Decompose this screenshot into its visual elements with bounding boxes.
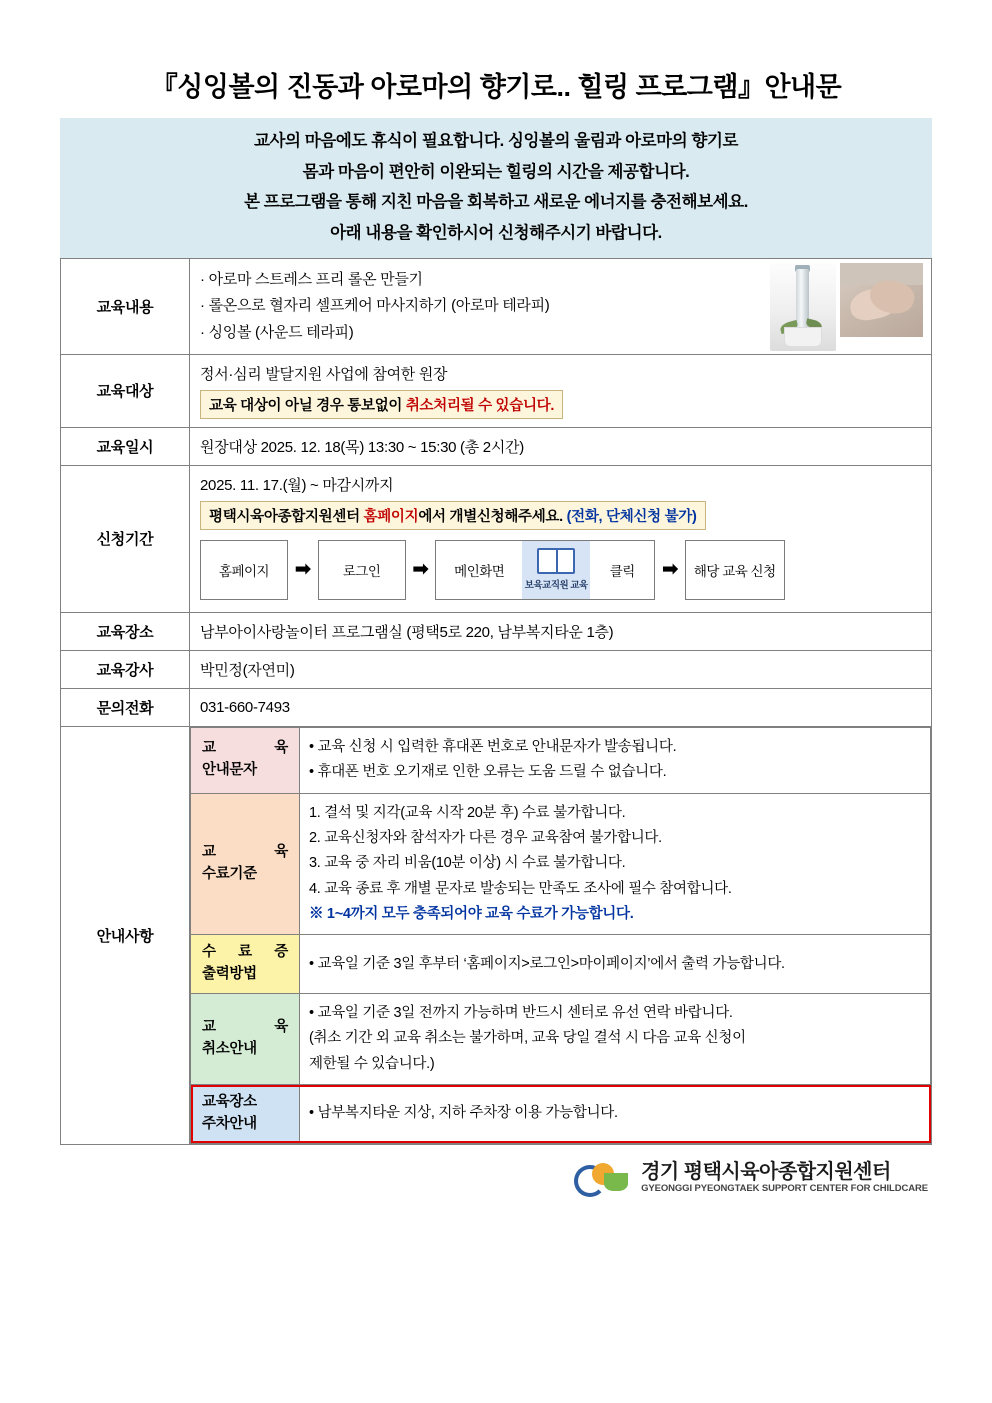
notice-label-cancel-line1: 교 육 <box>202 1019 288 1036</box>
apply-note-mid: 에서 개별신청해주세요. <box>418 508 567 525</box>
notice-label-cancel-line2: 취소안내 <box>202 1041 257 1057</box>
notice-table <box>190 727 931 1144</box>
notice-sms-line-1: • 교육 신청 시 입력한 휴대폰 번호로 안내문자가 발송됩니다. <box>309 738 677 755</box>
notice-label-sms-line2: 안내문자 <box>202 762 257 779</box>
row-label-edu-place: 교육장소 <box>61 612 190 650</box>
notice-cancel-line-1: • 교육일 기준 3일 전까지 가능하며 반드시 센터로 유선 연락 바랍니다. <box>309 1004 733 1021</box>
intro-line-2: 몸과 마음이 편안히 이완되는 힐링의 시간을 제공합니다. <box>302 162 690 181</box>
row-label-notice: 안내사항 <box>61 726 190 1144</box>
edu-content-images <box>770 263 923 351</box>
footer-logo <box>60 1161 932 1195</box>
edu-content-item-2: · 롤온으로 혈자리 셀프케어 마사지하기 (아로마 테라피) <box>200 297 550 315</box>
intro-line-3: 본 프로그램을 통해 지친 마음을 회복하고 새로운 에너지를 충전해보세요. <box>244 193 748 212</box>
row-value-edu-content <box>190 259 932 355</box>
center-logo-icon <box>574 1161 632 1195</box>
edu-target-text: 정서·심리 발달지원 사업에 참여한 원장 <box>200 365 448 383</box>
notice-criteria-highlight: ※ 1~4까지 모두 충족되어야 교육 수료가 가능합니다. <box>309 906 634 923</box>
application-flow-diagram <box>200 540 921 600</box>
table-row-edu-teacher <box>61 650 932 688</box>
notice-body-parking <box>300 1085 931 1144</box>
apply-note-pre: 평택시육아종합지원센터 <box>209 508 364 525</box>
intro-line-4: 아래 내용을 확인하시어 신청해주시기 바랍니다. <box>330 223 662 242</box>
table-row-notice <box>61 726 932 1144</box>
notice-cancel-line-2: (취소 기간 외 교육 취소는 불가하며, 교육 당일 결석 시 다음 교육 신청이 <box>309 1030 746 1047</box>
row-label-edu-target: 교육대상 <box>61 354 190 427</box>
row-value-contact: 031-660-7493 <box>190 688 932 726</box>
notice-parking-line-1: • 남부복지타운 지상, 지하 주차장 이용 가능합니다. <box>309 1105 618 1122</box>
flow-step-click-label: 클릭 <box>609 563 635 579</box>
row-label-contact: 문의전화 <box>61 688 190 726</box>
apply-note-homepage: 홈페이지 <box>363 508 419 525</box>
flow-step-main-screen-label: 메인화면 <box>454 563 505 579</box>
row-label-apply-period: 신청기간 <box>61 465 190 612</box>
notice-row-certificate <box>191 935 931 994</box>
notice-body-sms <box>300 727 931 793</box>
notice-label-parking-line1: 교육장소 <box>202 1094 257 1111</box>
notice-criteria-line-2: 2. 교육신청자와 참석자가 다른 경우 교육참여 불가합니다. <box>309 829 662 846</box>
table-row-edu-place <box>61 612 932 650</box>
notice-label-cancel <box>191 993 300 1084</box>
edu-target-note-pre: 교육 대상이 아닐 경우 통보없이 <box>209 397 406 414</box>
table-row-edu-datetime <box>61 427 932 465</box>
book-icon <box>537 548 575 574</box>
row-value-apply-period <box>190 465 932 612</box>
apply-note-blue: (전화, 단체신청 불가) <box>566 508 697 525</box>
notice-label-parking <box>191 1085 300 1144</box>
page-title: 『싱잉볼의 진동과 아로마의 향기로.. 힐링 프로그램』안내문 <box>150 72 842 102</box>
footer-logo-sub: GYEONGGI PYEONGTAEK SUPPORT CENTER FOR CHILDCARE <box>641 1183 928 1195</box>
arrow-right-icon-2: ➡ <box>412 559 429 581</box>
notice-label-certificate-line1: 수 료 증 <box>202 944 288 961</box>
hand-massage-photo <box>840 263 923 337</box>
notice-row-criteria <box>191 793 931 935</box>
flow-step-main-screen <box>435 540 655 600</box>
notice-label-criteria <box>191 793 300 935</box>
edu-target-note <box>200 390 563 419</box>
notice-body-criteria <box>300 793 931 935</box>
edu-content-item-1: · 아로마 스트레스 프리 롤온 만들기 <box>200 271 423 289</box>
notice-label-sms <box>191 727 300 793</box>
notice-body-cancel <box>300 993 931 1084</box>
row-label-edu-content: 교육내용 <box>61 259 190 355</box>
education-banner <box>522 541 590 599</box>
row-value-edu-place: 남부아이사랑놀이터 프로그램실 (평택5로 220, 남부복지타운 1층) <box>190 612 932 650</box>
table-row-edu-target <box>61 354 932 427</box>
notice-row-sms <box>191 727 931 793</box>
footer-logo-name: 경기 평택시육아종합지원센터 <box>641 1161 891 1184</box>
row-value-edu-target <box>190 354 932 427</box>
notice-label-criteria-line2: 수료기준 <box>202 866 257 882</box>
row-label-edu-datetime: 교육일시 <box>61 427 190 465</box>
notice-certificate-line-1: • 교육일 기준 3일 후부터 ‘홈페이지>로그인>마이페이지’에서 출력 가능합니다. <box>309 955 785 972</box>
row-value-edu-teacher: 박민정(자연미) <box>190 650 932 688</box>
edu-content-item-3: · 싱잉볼 (사운드 테라피) <box>200 323 354 341</box>
footer-logo-text <box>641 1161 928 1194</box>
apply-period-note <box>200 501 706 530</box>
arrow-right-icon-1: ➡ <box>295 559 311 581</box>
row-value-edu-datetime: 원장대상 2025. 12. 18(목) 13:30 ~ 15:30 (총 2시간) <box>190 427 932 465</box>
table-row-contact <box>61 688 932 726</box>
table-row-edu-content <box>61 259 932 355</box>
notice-label-sms-line1: 교 육 <box>202 740 288 757</box>
notice-cancel-line-3: 제한될 수 있습니다.) <box>309 1055 435 1072</box>
edu-target-note-red: 취소처리될 수 있습니다. <box>405 397 555 414</box>
notice-label-certificate-line2: 출력방법 <box>202 966 257 983</box>
notice-sms-line-2: • 휴대폰 번호 오기재로 인한 오류는 도움 드릴 수 없습니다. <box>309 764 667 781</box>
notice-label-criteria-line1: 교 육 <box>202 844 288 861</box>
flow-step-homepage: 홈페이지 <box>200 540 288 600</box>
flow-step-apply: 해당 교육 신청 <box>685 540 785 600</box>
table-row-apply-period <box>61 465 932 612</box>
apply-period-text: 2025. 11. 17.(월) ~ 마감시까지 <box>200 476 394 494</box>
notice-body-certificate <box>300 935 931 994</box>
notice-criteria-line-3: 3. 교육 중 자리 비움(10분 이상) 시 수료 불가합니다. <box>309 855 626 872</box>
notice-label-certificate <box>191 935 300 994</box>
notice-row-parking <box>191 1085 931 1144</box>
intro-box <box>60 118 932 258</box>
info-table <box>60 258 932 1145</box>
notice-row-cancel <box>191 993 931 1084</box>
education-banner-label: 보육교직원 교육 <box>524 580 588 592</box>
notice-label-parking-line2: 주차안내 <box>202 1115 257 1132</box>
intro-line-1: 교사의 마음에도 휴식이 필요합니다. 싱잉볼의 울림과 아로마의 향기로 <box>253 132 739 150</box>
row-label-edu-teacher: 교육강사 <box>61 650 190 688</box>
arrow-right-icon-3: ➡ <box>662 559 678 581</box>
aroma-rollon-photo <box>770 263 836 351</box>
flow-step-login: 로그인 <box>318 540 406 600</box>
notice-criteria-line-4: 4. 교육 종료 후 개별 문자로 발송되는 만족도 조사에 필수 참여합니다. <box>309 880 732 897</box>
notice-criteria-line-1: 1. 결석 및 지각(교육 시작 20분 후) 수료 불가합니다. <box>309 804 626 821</box>
row-value-notice <box>190 726 932 1144</box>
page-title-wrap <box>60 65 932 104</box>
